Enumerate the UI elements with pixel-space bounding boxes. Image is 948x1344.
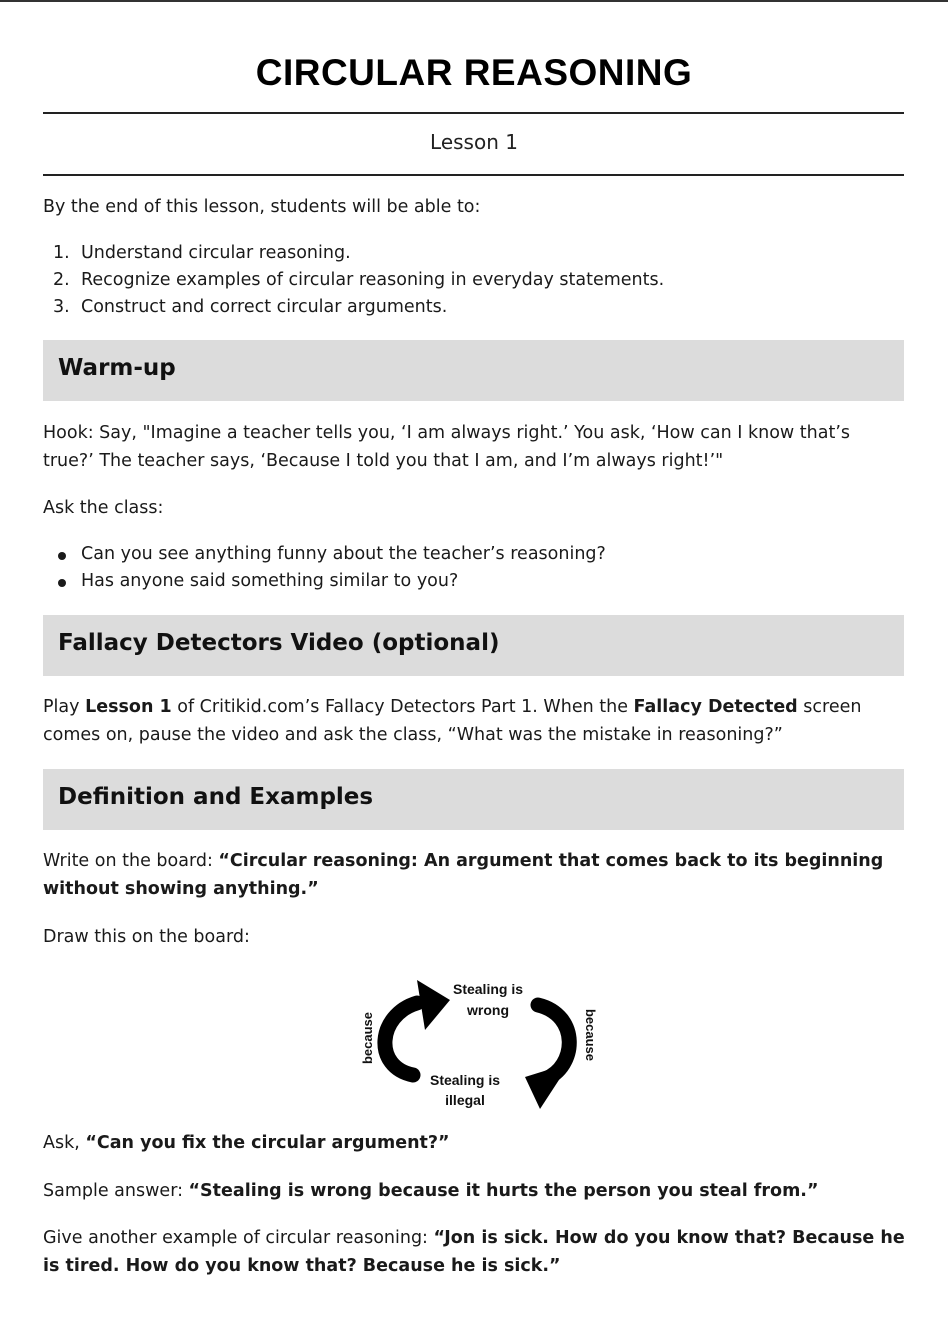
section-heading: Definition and Examples bbox=[58, 784, 374, 810]
divider bbox=[43, 174, 904, 176]
page-title: CIRCULAR REASONING bbox=[255, 52, 693, 93]
section-heading: Fallacy Detectors Video (optional) bbox=[58, 630, 500, 656]
circular-reasoning-diagram bbox=[355, 975, 610, 1115]
ask-class-text: Ask the class: bbox=[43, 498, 164, 518]
top-border bbox=[0, 0, 948, 2]
section-header-warmup bbox=[43, 340, 904, 401]
svg-text:because: because bbox=[360, 1011, 375, 1065]
draw-instruction: Draw this on the board: bbox=[43, 927, 250, 947]
sample-answer-text: Sample answer: “Stealing is wrong because it hurts the person you steal from.” bbox=[43, 1181, 819, 1201]
svg-text:wrong: wrong bbox=[467, 1002, 509, 1018]
another-example-text: Give another example of circular reasoning: “Jon is sick. How do you know that? Because he is tired. How do you know that? Because he is sick.” bbox=[43, 1228, 905, 1276]
objective-item: 1. Understand circular reasoning. bbox=[53, 243, 351, 263]
hook-text: Hook: Say, "Imagine a teacher tells you, ‘I am always right.’ You ask, ‘How can I know that’s true?’ The teacher says, ‘Because I told you that I am, and I’m always right!’" bbox=[43, 423, 851, 471]
bullet-icon bbox=[58, 579, 66, 587]
definition-text: Write on the board: “Circular reasoning: An argument that comes back to its beginning without showing anything.” bbox=[43, 851, 884, 899]
objectives-list bbox=[43, 240, 905, 321]
ask-fix-text: Ask, “Can you fix the circular argument?” bbox=[43, 1133, 450, 1153]
section-header-definition bbox=[43, 769, 904, 830]
bullet-icon bbox=[58, 552, 66, 560]
svg-text:Stealing is: Stealing is bbox=[429, 1072, 501, 1088]
divider bbox=[43, 112, 904, 114]
lesson-subtitle: Lesson 1 bbox=[430, 130, 518, 154]
warmup-questions bbox=[43, 541, 905, 595]
svg-text:illegal: illegal bbox=[445, 1092, 485, 1108]
objective-item: 2. Recognize examples of circular reasoning in everyday statements. bbox=[53, 270, 665, 290]
question-item: Can you see anything funny about the teacher’s reasoning? bbox=[43, 541, 905, 568]
svg-text:because: because bbox=[583, 1008, 598, 1062]
circular-arrows-icon bbox=[355, 975, 610, 1115]
section-heading: Warm-up bbox=[58, 355, 176, 381]
objective-item: 3. Construct and correct circular arguments. bbox=[53, 297, 448, 317]
svg-text:Stealing is: Stealing is bbox=[452, 981, 524, 997]
section-header-video bbox=[43, 615, 904, 676]
video-instructions: Play Lesson 1 of Critikid.com’s Fallacy Detectors Part 1. When the Fallacy Detected screen comes on, pause the video and ask the class, “What was the mistake in reasoning?” bbox=[43, 697, 862, 745]
objectives-intro: By the end of this lesson, students will be able to: bbox=[43, 197, 481, 217]
question-item: Has anyone said something similar to you? bbox=[43, 568, 905, 595]
